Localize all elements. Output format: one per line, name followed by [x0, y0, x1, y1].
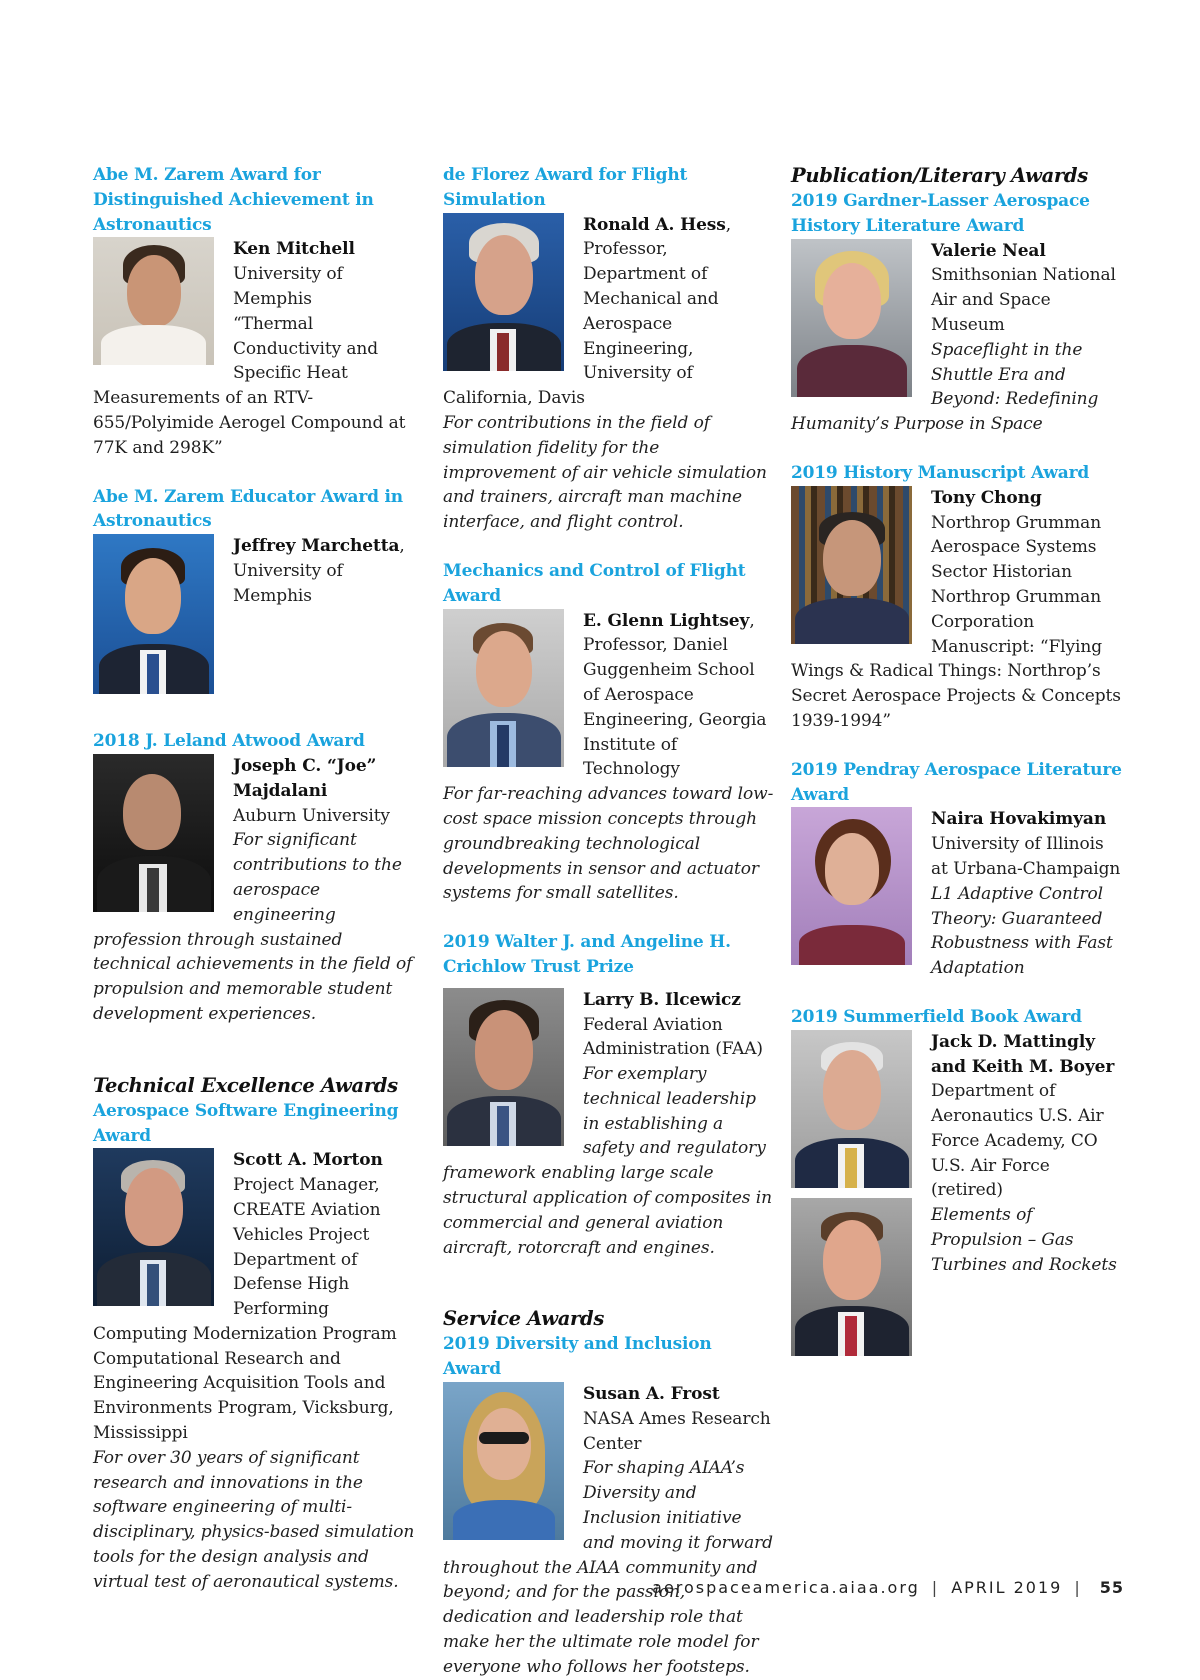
photo-tony-chong [791, 486, 912, 644]
footer-divider: | [1074, 1578, 1082, 1597]
section-heading: Publication/Literary Awards [791, 164, 1088, 187]
column-1 [93, 163, 425, 1595]
recipient-affiliation: Northrop Grumman Aerospace Systems Sector Historian Northrop Grumman Corporation Manuscript: “Flying Wings & Radical Things: Northrop’s Secret Aerospace Projects & Concepts 1939-1994” [791, 512, 1121, 731]
recipient-affiliation: Smithsonian National Air and Space Museum [931, 265, 1116, 335]
recipient-affiliation: Project Manager, CREATE Aviation Vehicles Project Department of Defense High Performing Computing Modernization Program Computational Research and Engineering Acquisition Tools and Environments Program, Vicksburg, Mississippi [93, 1175, 397, 1444]
award-title: Abe M. Zarem Award for Distinguished Achievement in Astronautics [93, 165, 374, 235]
award-title: 2019 Pendray Aerospace Literature Award [791, 759, 1122, 805]
photo-ronald-hess [443, 213, 564, 371]
recipient-name: Naira Hovakimyan [931, 809, 1107, 830]
recipient-name: Jack D. Mattingly and Keith M. Boyer [931, 1031, 1115, 1077]
recipient-affiliation: Auburn University [233, 805, 390, 826]
recipient-work: Elements of Propulsion – Gas Turbines and Rockets [931, 1205, 1117, 1275]
section-heading: Technical Excellence Awards [93, 1073, 398, 1097]
recipient-name: E. Glenn Lightsey [583, 610, 750, 631]
recipient-name: Susan A. Frost [583, 1384, 720, 1405]
photo-naira-hovakimyan [791, 807, 912, 965]
recipient-citation: For significant contributions to the aerospace engineering profession through sustained technical achievements in the field of propulsion and memorable student development experiences. [93, 830, 413, 1024]
section-heading: Service Awards [443, 1307, 605, 1331]
recipient-affiliation: Federal Aviation Administration (FAA) [583, 1014, 763, 1060]
award-title: Mechanics and Control of Flight Award [443, 560, 746, 606]
crichlow-award-entry [443, 930, 775, 1260]
recipient-name: Ken Mitchell [233, 239, 355, 260]
award-title: 2019 Diversity and Inclusion Award [443, 1334, 712, 1380]
recipient-work: L1 Adaptive Control Theory: Guaranteed Robustness with Fast Adaptation [931, 883, 1113, 979]
atwood-award-entry [93, 729, 425, 1027]
recipient-affiliation: University of Illinois at Urbana-Champaign [931, 834, 1121, 879]
recipient-affiliation: University of Memphis [233, 264, 343, 309]
photo-stack [791, 1030, 912, 1356]
photo-ken-mitchell [93, 237, 214, 365]
award-title: 2019 History Manuscript Award [791, 462, 1090, 483]
recipient-citation: For contributions in the field of simulation fidelity for the improvement of air vehicle simulation and trainers, aircraft man machine interface, and flight control. [443, 412, 767, 533]
recipient-name: Ronald A. Hess [583, 214, 726, 235]
recipient-affiliation: NASA Ames Research Center [583, 1408, 771, 1454]
recipient-citation: For far-reaching advances toward low-cost space mission concepts through groundbreaking technological developments in sensor and actuator systems for small satellites. [443, 784, 774, 904]
mechanics-award-entry [443, 559, 775, 906]
page-number: 55 [1099, 1578, 1124, 1597]
page-footer [652, 1578, 1124, 1597]
history-manuscript-entry [791, 461, 1123, 734]
photo-valerie-neal [791, 239, 912, 397]
photo-scott-morton [93, 1148, 214, 1306]
recipient-work: Spaceflight in the Shuttle Era and Beyond: Redefining Humanity’s Purpose in Space [791, 339, 1099, 435]
award-title: 2018 J. Leland Atwood Award [93, 731, 365, 752]
recipient-affiliation: Department of Aeronautics U.S. Air Force Academy, CO U.S. Air Force (retired) [931, 1081, 1104, 1201]
award-title: 2019 Walter J. and Angeline H. Crichlow Trust Prize [443, 932, 731, 977]
award-title: 2019 Summerfield Book Award [791, 1006, 1082, 1027]
technical-excellence-section [93, 1073, 425, 1595]
recipient-affiliation: , Professor, Department of Mechanical and Aerospace Engineering, University of California, Davis [443, 214, 732, 409]
recipient-name: Scott A. Morton [233, 1150, 383, 1171]
column-3 [791, 163, 1123, 1359]
column-2 [443, 163, 775, 1680]
photo-jack-mattingly [791, 1030, 912, 1188]
recipient-name: Joseph C. “Joe” Majdalani [233, 755, 377, 801]
photo-glenn-lightsey [443, 609, 564, 767]
footer-date: APRIL 2019 [951, 1578, 1063, 1597]
pendray-award-entry [791, 758, 1123, 981]
recipient-affiliation: , Professor, Daniel Guggenheim School of Aerospace Engineering, Georgia Institute of Technology [583, 610, 767, 780]
photo-larry-ilcewicz [443, 988, 564, 1146]
recipient-name: Larry B. Ilcewicz [583, 989, 741, 1010]
service-awards-section [443, 1306, 775, 1679]
award-title: Aerospace Software Engineering Award [93, 1100, 399, 1146]
educator-award-entry [93, 485, 425, 698]
recipient-work: “Thermal Conductivity and Specific Heat Measurements of an RTV-655/Polyimide Aerogel Compound at 77K and 298K” [93, 313, 406, 458]
recipient-name: Tony Chong [931, 487, 1042, 508]
footer-divider: | [931, 1578, 940, 1597]
footer-site: aerospaceamerica.aiaa.org [652, 1578, 920, 1597]
recipient-name: Valerie Neal [931, 240, 1046, 261]
recipient-affiliation: , University of Memphis [233, 536, 405, 606]
award-title: 2019 Gardner-Lasser Aerospace History Literature Award [791, 191, 1090, 236]
summerfield-award-entry [791, 1005, 1123, 1359]
recipient-citation: For over 30 years of significant research and innovations in the software engineering of multi-disciplinary, physics-based simulation tools for the design analysis and virtual test of aeronautical systems. [93, 1447, 415, 1592]
zarem-award-entry [93, 163, 425, 461]
recipient-citation: For shaping AIAA’s Diversity and Inclusion initiative and moving it forward throughout the AIAA community and beyond; and for the passion, dedication and leadership role that make her the ultimate role model for everyone who follows her footsteps. [443, 1458, 773, 1677]
award-title: Abe M. Zarem Educator Award in Astronautics [93, 486, 403, 532]
award-title: de Florez Award for Flight Simulation [443, 165, 688, 210]
photo-keith-boyer [791, 1198, 912, 1356]
photo-joseph-majdalani [93, 754, 214, 912]
deflorez-award-entry [443, 163, 775, 535]
recipient-name: Jeffrey Marchetta [233, 536, 400, 557]
recipient-citation: For exemplary technical leadership in establishing a safety and regulatory framework enabling large scale structural application of composites in commercial and general aviation aircraft, rotorcraft and engines. [443, 1064, 772, 1258]
photo-susan-frost [443, 1382, 564, 1540]
photo-jeffrey-marchetta [93, 534, 214, 694]
publication-section [791, 163, 1123, 437]
